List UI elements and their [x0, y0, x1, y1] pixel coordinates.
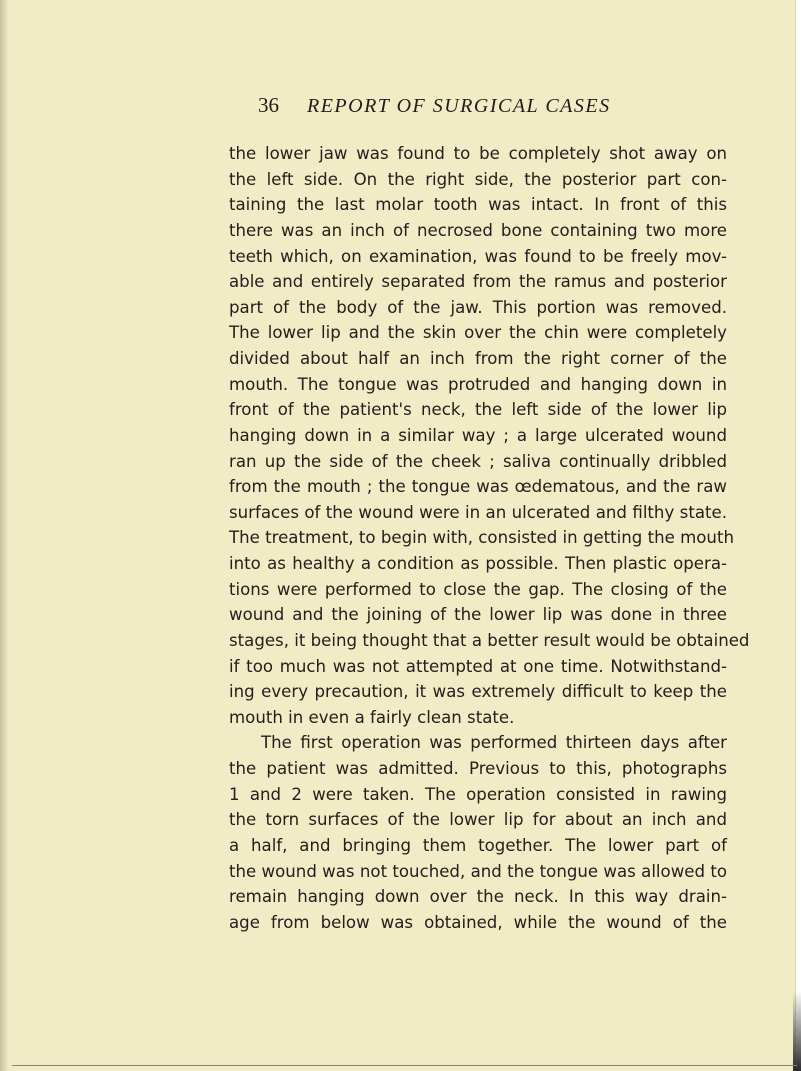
- text-line: there was an inch of necrosed bone containing two more: [229, 220, 727, 240]
- text-line: a half, and bringing them together. The lower part of: [229, 835, 727, 855]
- text-line: remain hanging down over the neck. In this way drain-: [229, 887, 727, 907]
- text-line: 1 and 2 were taken. The operation consisted in rawing: [229, 784, 727, 804]
- text-line: age from below was obtained, while the wound of the: [229, 912, 727, 932]
- text-line: ing every precaution, it was extremely difficult to keep the: [229, 682, 727, 702]
- page-gutter-shadow: [0, 0, 9, 1071]
- text-line: if too much was not attempted at one time. Notwithstand-: [229, 656, 727, 676]
- text-line: ran up the side of the cheek ; saliva continually dribbled: [229, 451, 727, 471]
- text-line: The first operation was performed thirteen days after: [261, 733, 727, 753]
- scan-bottom-edge: [12, 1065, 797, 1066]
- text-line: the patient was admitted. Previous to this, photographs: [229, 759, 727, 778]
- text-line: the wound was not touched, and the tongue was allowed to: [229, 861, 727, 881]
- text-line: mouth in even a fairly clean state.: [229, 707, 515, 727]
- text-line: hanging down in a similar way ; a large ulcerated wound: [229, 425, 727, 445]
- text-line: part of the body of the jaw. This portion was removed.: [229, 297, 727, 317]
- text-line: mouth. The tongue was protruded and hanging down in: [229, 374, 727, 394]
- text-line: the left side. On the right side, the posterior part con-: [229, 169, 727, 189]
- text-line: into as healthy a condition as possible. Then plastic opera-: [229, 554, 727, 573]
- text-line: taining the last molar tooth was intact. In front of this: [229, 195, 727, 215]
- running-header: [258, 93, 611, 123]
- body-text: [229, 141, 750, 935]
- running-title: REPORT OF SURGICAL CASES: [307, 95, 611, 117]
- text-line: teeth which, on examination, was found to be freely mov-: [229, 246, 727, 266]
- text-line: The lower lip and the skin over the chin were completely: [229, 323, 727, 343]
- text-line: The treatment, to begin with, consisted in getting the mouth: [229, 528, 734, 548]
- text-line: stages, it being thought that a better result would be obtained: [229, 630, 750, 650]
- text-line: front of the patient's neck, the left side of the lower lip: [229, 400, 727, 420]
- page-right-edge: [795, 0, 801, 1071]
- page-number: 36: [258, 93, 279, 117]
- text-line: able and entirely separated from the ramus and posterior: [229, 272, 727, 292]
- text-line: wound and the joining of the lower lip was done in three: [229, 605, 727, 625]
- scan-corner-mark: [793, 991, 801, 1071]
- text-line: the lower jaw was found to be completely shot away on: [229, 144, 727, 163]
- text-line: divided about half an inch from the right corner of the: [229, 349, 727, 368]
- text-line: tions were performed to close the gap. The closing of the: [229, 579, 727, 599]
- text-line: surfaces of the wound were in an ulcerated and filthy state.: [229, 502, 727, 522]
- text-line: from the mouth ; the tongue was œdematous, and the raw: [229, 477, 727, 497]
- text-line: the torn surfaces of the lower lip for about an inch and: [229, 810, 727, 830]
